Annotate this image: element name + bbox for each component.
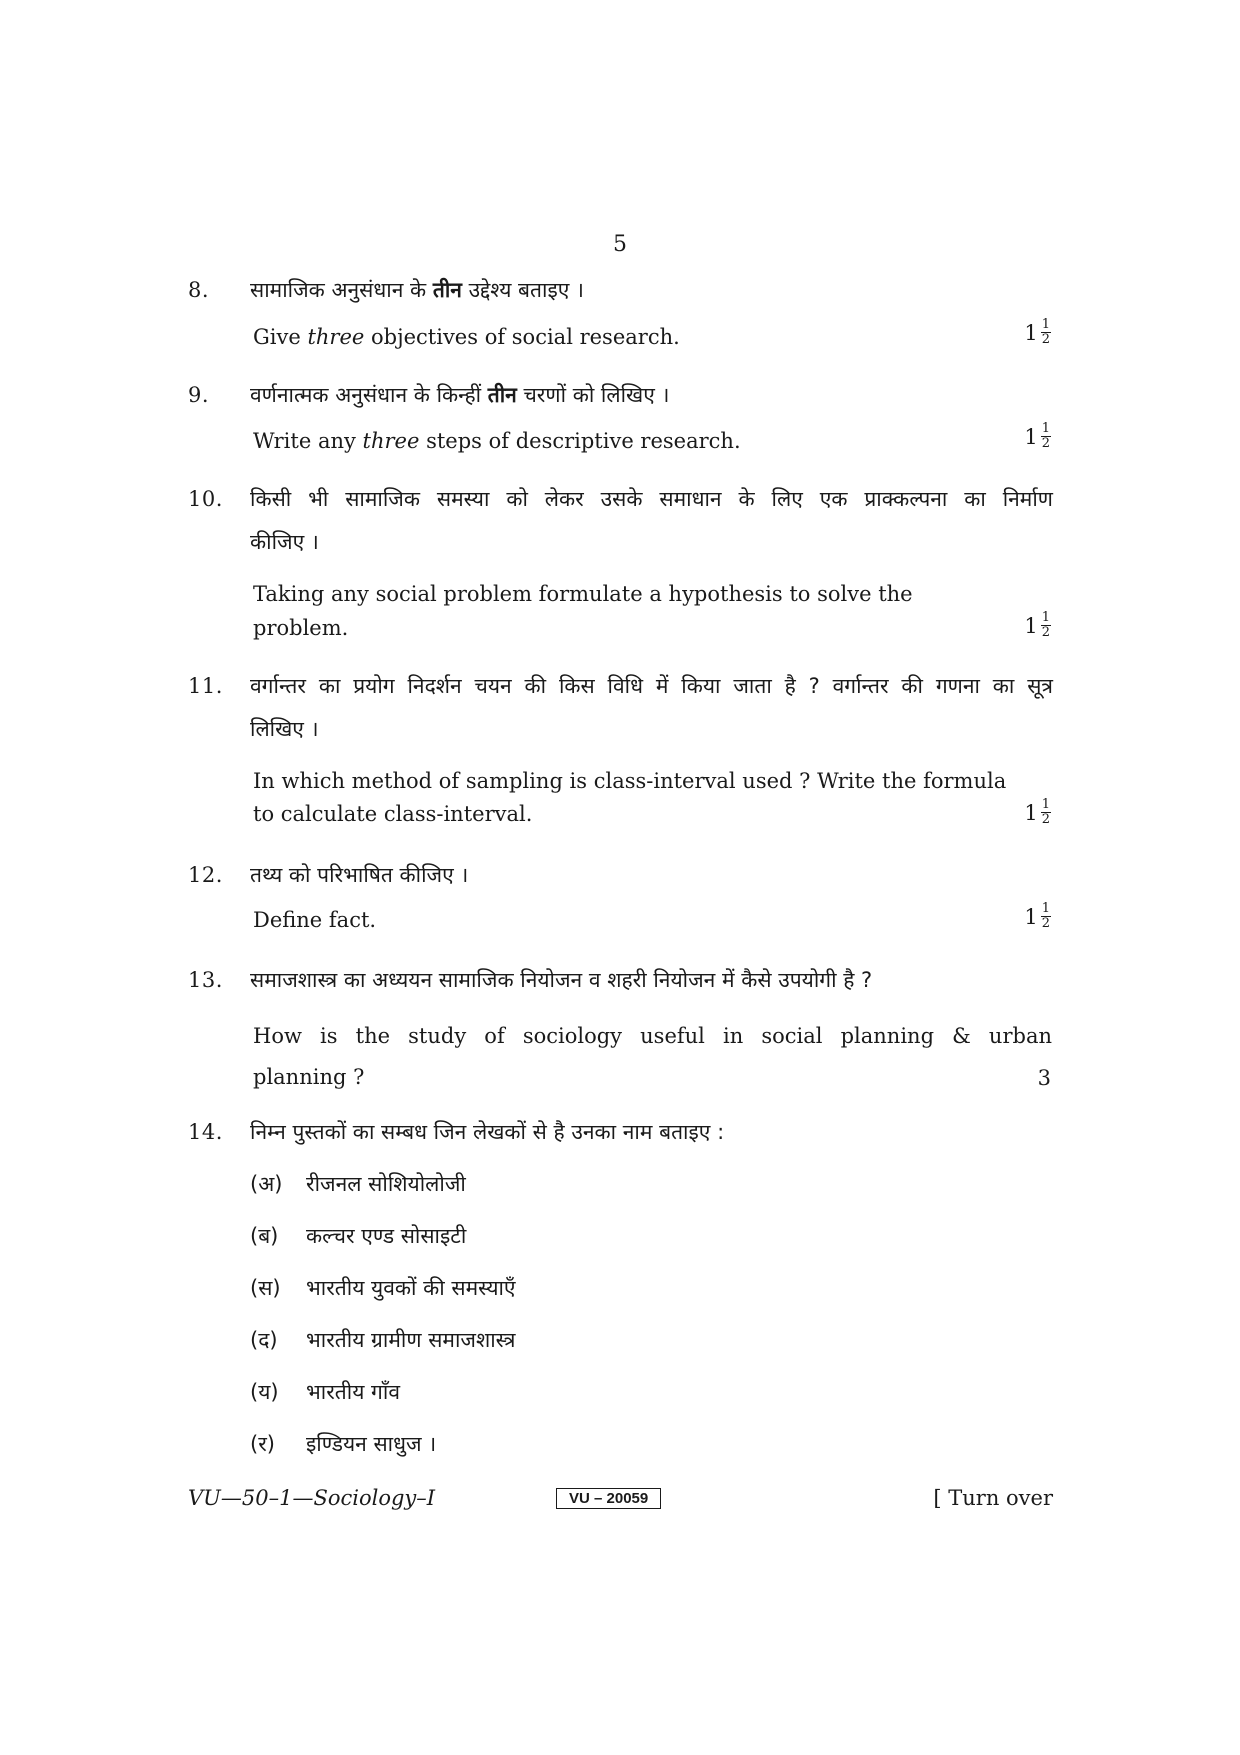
page-number: 5 xyxy=(613,232,627,257)
list-item: (द) भारतीय ग्रामीण समाजशास्त्र xyxy=(250,1328,516,1352)
question-hindi-line-1: किसी भी सामाजिक समस्या को लेकर उसके समाधान के लिए एक प्राक्कल्पना का निर्माण xyxy=(250,487,1053,511)
question-hindi-line-2: लिखिए । xyxy=(250,717,319,741)
question-hindi-line-1: वर्गान्तर का प्रयोग निदर्शन चयन की किस विधि में किया जाता है ? वर्गान्तर की गणना का सूत्र xyxy=(250,674,1053,698)
question-english-line-1: In which method of sampling is class-interval used ? Write the formula xyxy=(253,769,1007,793)
marks: 3 xyxy=(1037,1066,1051,1090)
list-item: (अ) रीजनल सोशियोलोजी xyxy=(250,1172,466,1196)
marks: 1 $\frac{1}{2}$ xyxy=(1024,317,1050,347)
question-number: 12. xyxy=(188,863,223,887)
marks: 1 $\frac{1}{2}$ xyxy=(1024,797,1050,827)
question-english-text: Write any three steps of descriptive research. xyxy=(253,429,741,453)
question-number: 9. xyxy=(188,383,210,407)
marks: 1 $\frac{1}{2}$ xyxy=(1024,901,1050,931)
question-number: 13. xyxy=(188,968,223,992)
turn-over-note: [ Turn over xyxy=(933,1486,1053,1510)
list-item: (र) इण्डियन साधुज । xyxy=(250,1432,437,1456)
question-english-line-1: Taking any social problem formulate a hypothesis to solve the xyxy=(253,582,913,606)
question-english-line-2: to calculate class-interval. xyxy=(253,802,533,826)
question-english-line-1: How is the study of sociology useful in social planning & urban xyxy=(253,1024,1052,1048)
question-number: 10. xyxy=(188,487,223,511)
question-hindi-text: सामाजिक अनुसंधान के तीन उद्देश्य बताइए । xyxy=(250,278,585,302)
question-english-line-1: Define fact. xyxy=(253,908,377,932)
question-hindi-line-1: समाजशास्त्र का अध्ययन सामाजिक नियोजन व शहरी नियोजन में कैसे उपयोगी है ? xyxy=(250,968,873,992)
question-hindi-line-1: निम्न पुस्तकों का सम्बध जिन लेखकों से है उनका नाम बताइए : xyxy=(250,1120,725,1144)
question-hindi-line-1: तथ्य को परिभाषित कीजिए । xyxy=(250,863,469,887)
question-hindi-text: वर्णनात्मक अनुसंधान के किन्हीं तीन चरणों को लिखिए । xyxy=(250,383,670,407)
question-english-line-2: problem. xyxy=(253,616,349,640)
paper-code: VU—50–1—Sociology–I xyxy=(188,1486,436,1510)
question-hindi-line-2: कीजिए । xyxy=(250,530,319,554)
marks: 1 $\frac{1}{2}$ xyxy=(1024,610,1050,640)
question-number: 8. xyxy=(188,278,210,302)
list-item: (य) भारतीय गाँव xyxy=(250,1380,400,1404)
list-item: (ब) कल्चर एण्ड सोसाइटी xyxy=(250,1224,467,1248)
question-english-line-2: planning ? xyxy=(253,1065,365,1089)
list-item: (स) भारतीय युवकों की समस्याएँ xyxy=(250,1276,516,1300)
question-english-text: Give three objectives of social research. xyxy=(253,325,680,349)
question-number: 11. xyxy=(188,674,223,698)
booklet-code-box: VU – 20059 xyxy=(556,1488,661,1509)
question-number: 14. xyxy=(188,1120,223,1144)
marks: 1 $\frac{1}{2}$ xyxy=(1024,421,1050,451)
